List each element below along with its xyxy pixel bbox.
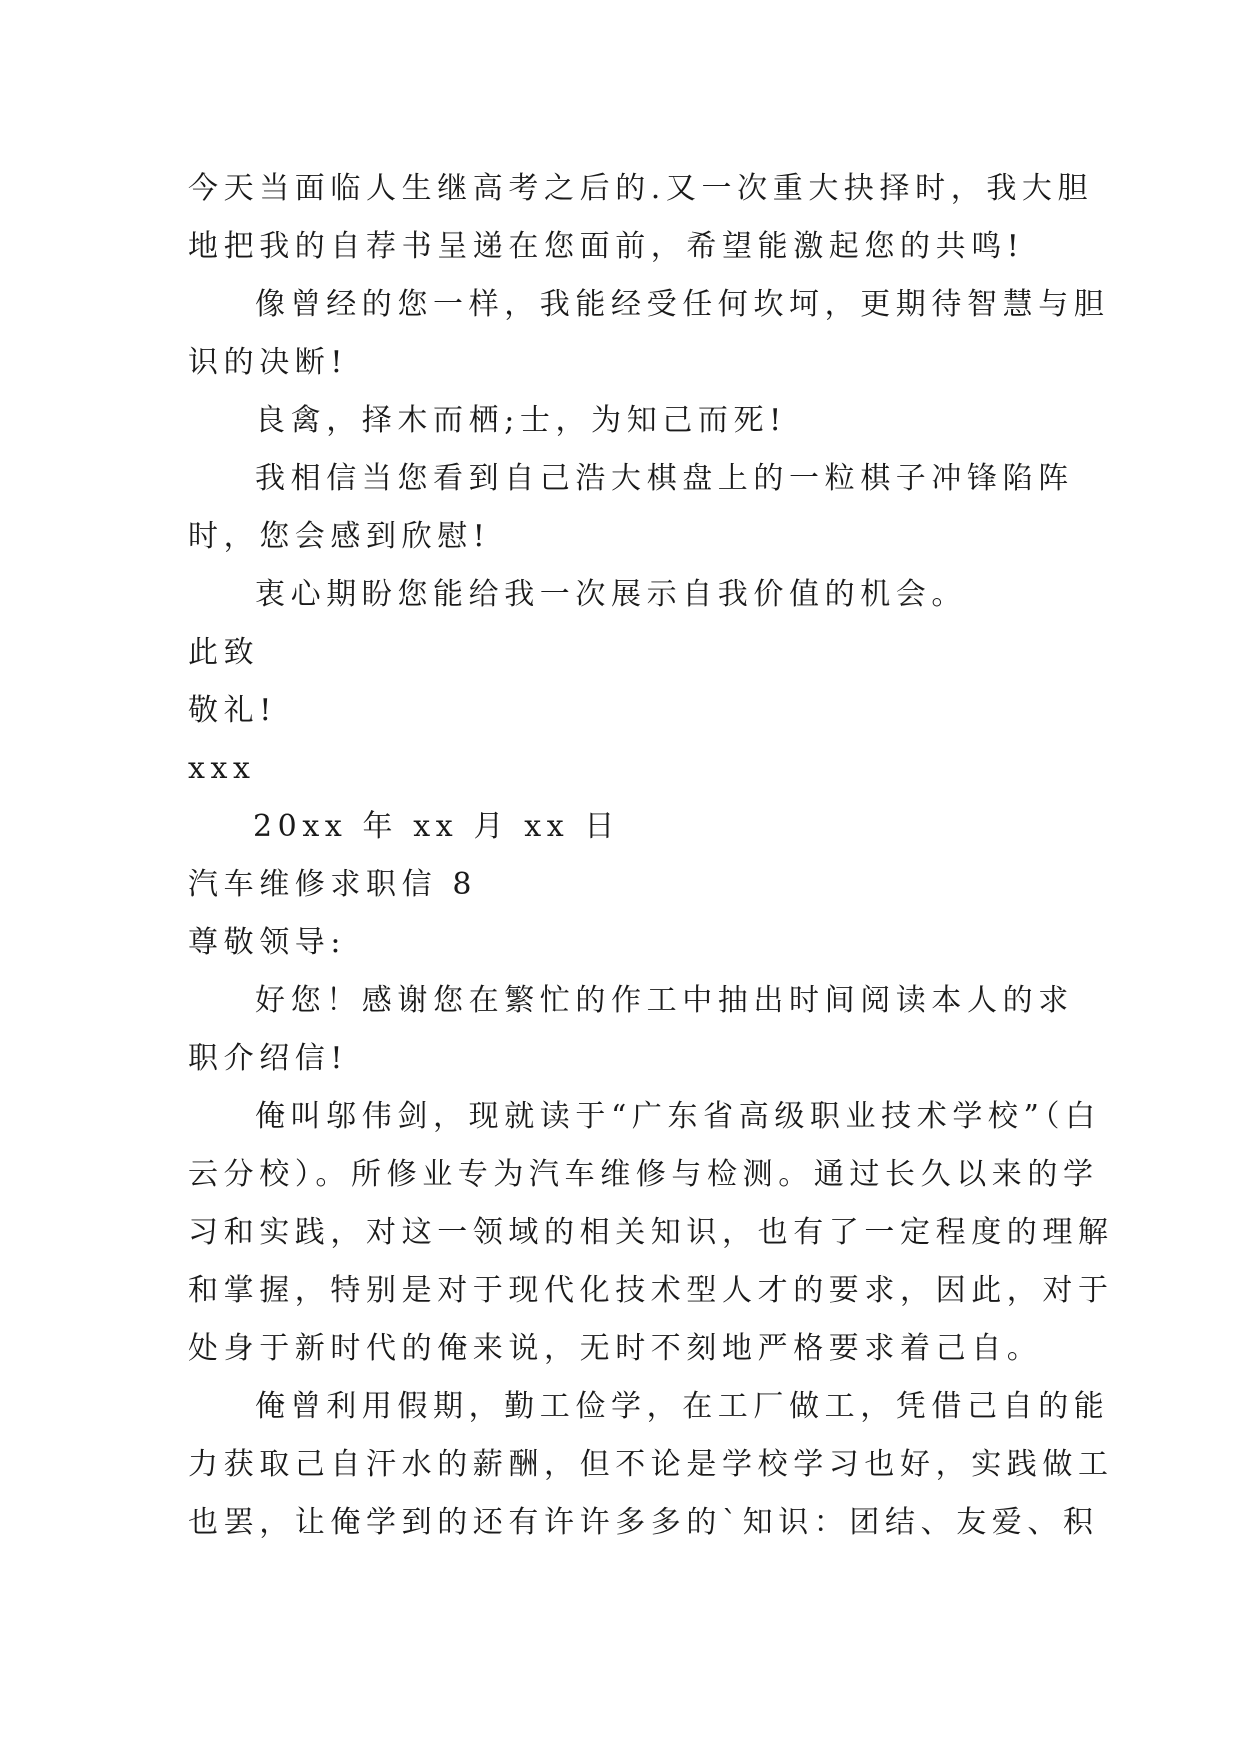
signature-line: xxx (188, 751, 256, 786)
body-line: 习和实践，对这一领域的相关知识，也有了一定程度的理解 (188, 1215, 1114, 1250)
body-line: 云分校）。所修业专为汽车维修与检测。通过长久以来的学 (188, 1157, 1099, 1192)
body-line: 力获取己自汗水的薪酬，但不论是学校学习也好，实践做工 (188, 1447, 1114, 1482)
body-line: 地把我的自荐书呈递在您面前，希望能激起您的共鸣! (188, 229, 1025, 264)
salute-line: 敬礼! (188, 693, 277, 728)
body-line: 俺叫邬伟剑，现就读于“广东省高级职业技术学校”（白 (255, 1099, 1101, 1134)
body-line: 像曾经的您一样，我能经受任何坎坷，更期待智慧与胆 (255, 287, 1110, 322)
body-line: 好您！感谢您在繁忙的作工中抽出时间阅读本人的求 (255, 983, 1074, 1018)
body-line: 衷心期盼您能给我一次展示自我价值的机会。 (255, 577, 967, 612)
body-line: 处身于新时代的俺来说，无时不刻地严格要求着己自。 (188, 1331, 1043, 1366)
body-line: 俺曾利用假期，勤工俭学，在工厂做工，凭借己自的能 (255, 1389, 1110, 1424)
document-body (188, 160, 1114, 1552)
body-line: 识的决断! (188, 345, 349, 380)
body-line: 今天当面临人生继高考之后的.又一次重大抉择时，我大胆 (188, 171, 1094, 206)
date-line: 20xx 年 xx 月 xx 日 (253, 809, 620, 844)
body-line: 良禽，择木而栖;士，为知己而死! (255, 403, 787, 438)
body-line: 和掌握，特别是对于现代化技术型人才的要求，因此，对于 (188, 1273, 1114, 1308)
body-line: 我相信当您看到自己浩大棋盘上的一粒棋子冲锋陷阵 (255, 461, 1074, 496)
body-line: 也罢，让俺学到的还有许许多多的`知识：团结、友爱、积 (188, 1505, 1099, 1540)
body-line: 职介绍信! (188, 1041, 349, 1076)
section-title: 汽车维修求职信 8 (188, 867, 478, 902)
closing-line: 此致 (188, 635, 260, 670)
greeting-line: 尊敬领导: (188, 925, 347, 960)
body-line: 时，您会感到欣慰! (188, 519, 491, 554)
